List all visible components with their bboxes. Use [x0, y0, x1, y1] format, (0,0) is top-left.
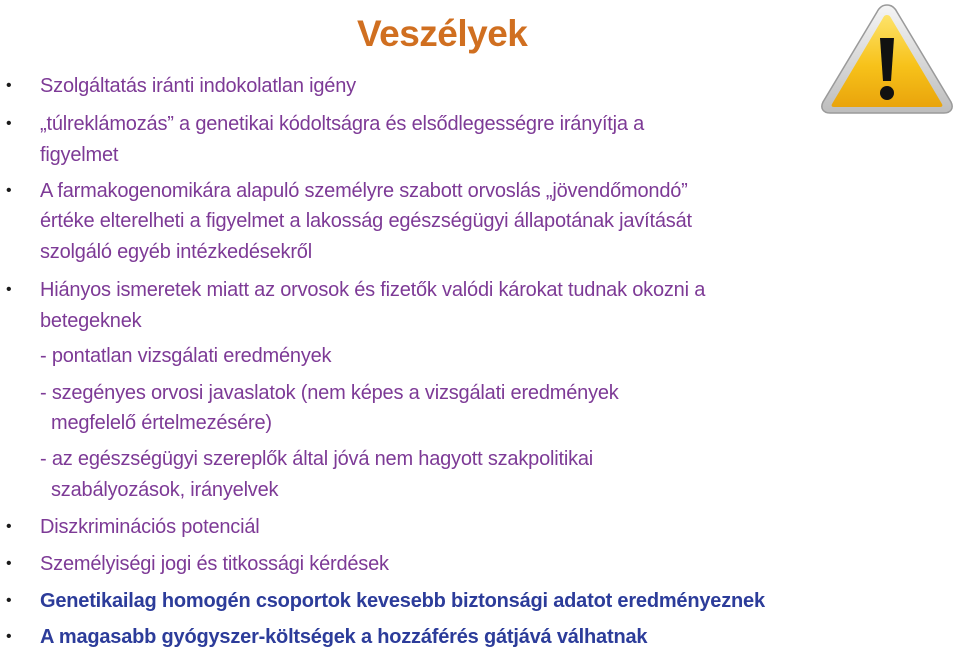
list-item: A magasabb gyógyszer-költségek a hozzáférés gátjává válhatnak	[40, 626, 648, 648]
warning-triangle-icon	[817, 2, 957, 116]
sub-item: - az egészségügyi szereplők által jóvá nem hagyott szakpolitikai	[40, 448, 594, 470]
list-item: Diszkriminációs potenciál	[40, 516, 260, 538]
bullet-icon: •	[6, 518, 12, 535]
list-item: Személyiségi jogi és titkossági kérdések	[40, 553, 389, 575]
sub-item-continuation: szabályozások, irányelvek	[51, 479, 279, 501]
list-item-continuation: betegeknek	[40, 310, 142, 332]
bullet-icon: •	[6, 281, 12, 298]
bullet-icon: •	[6, 77, 12, 94]
list-item: Genetikailag homogén csoportok kevesebb biztonsági adatot eredményeznek	[40, 590, 765, 612]
sub-item: - pontatlan vizsgálati eredmények	[40, 345, 332, 367]
list-item: „túlreklámozás” a genetikai kódoltságra és elsődlegességre irányítja a	[40, 113, 645, 135]
list-item: Hiányos ismeretek miatt az orvosok és fizetők valódi károkat tudnak okozni a	[40, 279, 706, 301]
list-item-continuation: szolgáló egyéb intézkedésekről	[40, 241, 312, 263]
bullet-icon: •	[6, 115, 12, 132]
list-item: A farmakogenomikára alapuló személyre szabott orvoslás „jövendőmondó”	[40, 180, 688, 202]
list-item-continuation: értéke elterelheti a figyelmet a lakosság egészségügyi állapotának javítását	[40, 210, 692, 232]
list-item: Szolgáltatás iránti indokolatlan igény	[40, 75, 356, 97]
bullet-icon: •	[6, 628, 12, 645]
list-item-continuation: figyelmet	[40, 144, 119, 166]
sub-item-continuation: megfelelő értelmezésére)	[51, 412, 272, 434]
slide-title: Veszélyek	[357, 13, 528, 54]
bullet-icon: •	[6, 555, 12, 572]
bullet-icon: •	[6, 182, 12, 199]
bullet-icon: •	[6, 592, 12, 609]
sub-item: - szegényes orvosi javaslatok (nem képes a vizsgálati eredmények	[40, 382, 619, 404]
